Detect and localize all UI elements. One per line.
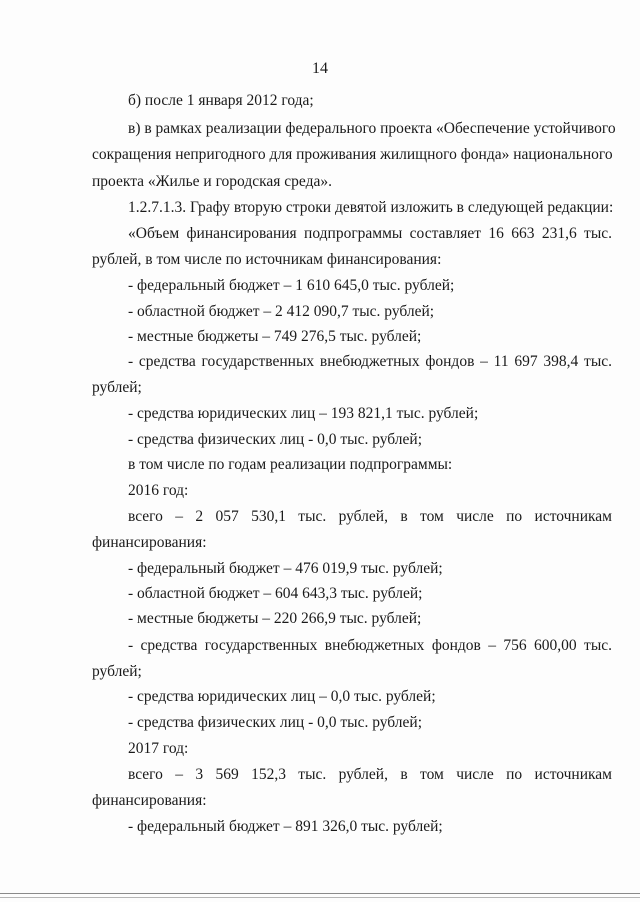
text-line-18: финансирования: xyxy=(92,534,207,551)
text-line-28: финансирования: xyxy=(92,792,207,809)
text-line-12: рублей; xyxy=(92,379,142,396)
text-line-14: - средства физических лиц - 0,0 тыс. рублей; xyxy=(128,431,423,448)
text-line-6: «Объем финансирования подпрограммы составляет 16 663 231,6 тыс. xyxy=(128,225,612,242)
text-line-4: проекта «Жилье и городская среда». xyxy=(92,173,332,190)
text-line-23: рублей; xyxy=(92,663,142,680)
page-bottom-rule-secondary xyxy=(0,897,640,898)
text-line-16: 2016 год: xyxy=(128,482,189,499)
text-line-19: - федеральный бюджет – 476 019,9 тыс. рублей; xyxy=(128,560,443,577)
text-line-10: - местные бюджеты – 749 276,5 тыс. рублей; xyxy=(128,328,422,345)
text-line-26: 2017 год: xyxy=(128,740,189,757)
text-line-15: в том числе по годам реализации подпрограммы: xyxy=(128,456,453,473)
page-number: 14 xyxy=(312,60,328,77)
text-line-22: - средства государственных внебюджетных фондов – 756 600,00 тыс. xyxy=(128,637,612,654)
text-line-7: рублей, в том числе по источникам финансирования: xyxy=(92,251,442,268)
text-line-21: - местные бюджеты – 220 266,9 тыс. рублей; xyxy=(128,610,422,627)
text-line-9: - областной бюджет – 2 412 090,7 тыс. рублей; xyxy=(128,303,435,320)
text-line-11: - средства государственных внебюджетных фондов – 11 697 398,4 тыс. xyxy=(128,353,612,370)
text-line-3: сокращения непригодного для проживания жилищного фонда» национального xyxy=(92,146,613,163)
text-line-2: в) в рамках реализации федерального проекта «Обеспечение устойчивого xyxy=(128,120,616,137)
text-line-29: - федеральный бюджет – 891 326,0 тыс. рублей; xyxy=(128,818,443,835)
text-line-25: - средства физических лиц - 0,0 тыс. рублей; xyxy=(128,714,423,731)
text-line-1: б) после 1 января 2012 года; xyxy=(128,92,314,109)
text-line-17: всего – 2 057 530,1 тыс. рублей, в том числе по источникам xyxy=(128,508,612,525)
text-line-24: - средства юридических лиц – 0,0 тыс. рублей; xyxy=(128,688,436,705)
text-line-20: - областной бюджет – 604 643,3 тыс. рублей; xyxy=(128,585,423,602)
page-bottom-rule xyxy=(0,893,640,894)
text-line-27: всего – 3 569 152,3 тыс. рублей, в том числе по источникам xyxy=(128,766,612,783)
text-line-5: 1.2.7.1.3. Графу вторую строки девятой изложить в следующей редакции: xyxy=(128,199,614,216)
text-line-13: - средства юридических лиц – 193 821,1 тыс. рублей; xyxy=(128,405,479,422)
text-line-8: - федеральный бюджет – 1 610 645,0 тыс. рублей; xyxy=(128,277,455,294)
